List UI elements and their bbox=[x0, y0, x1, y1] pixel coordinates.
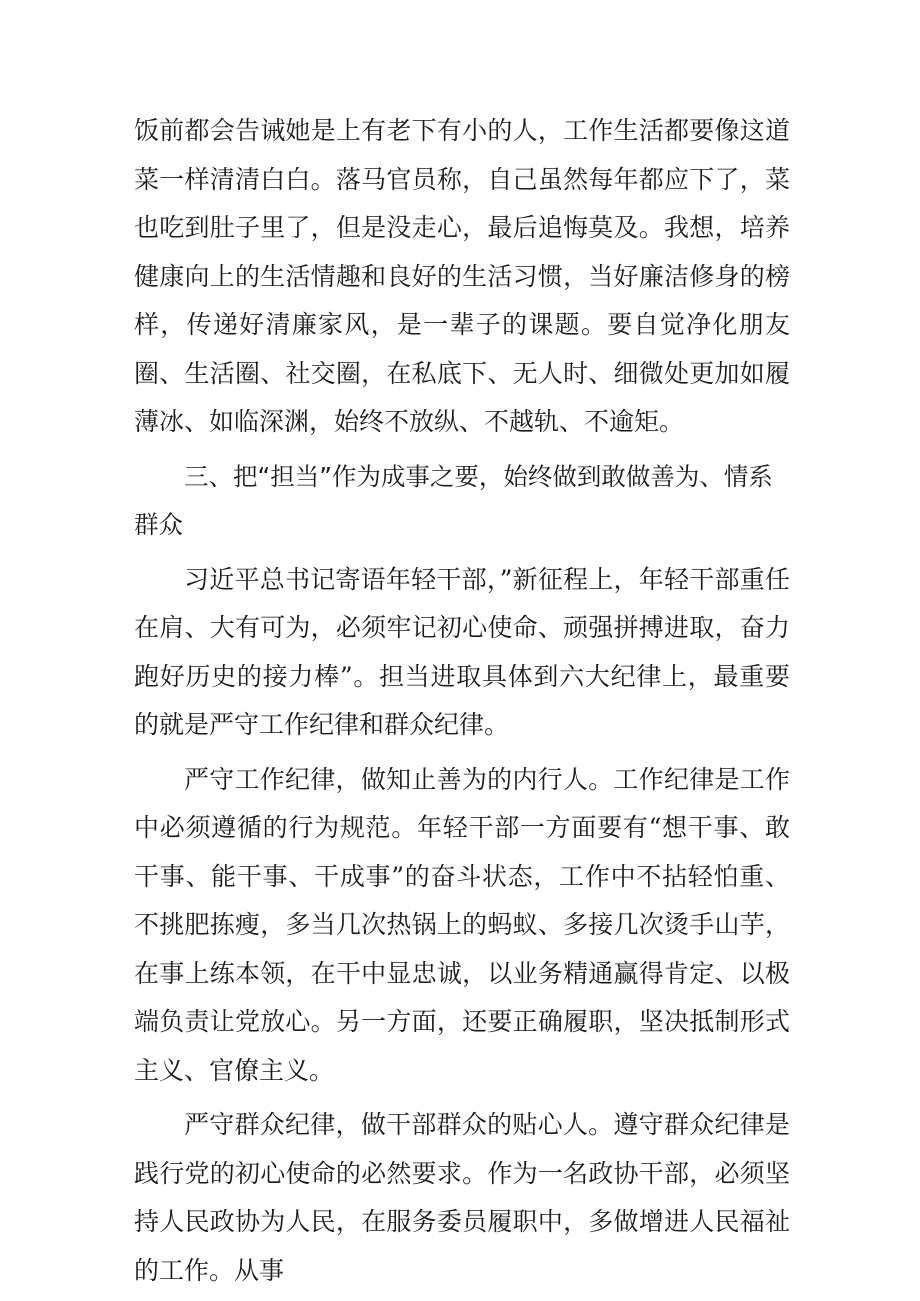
section-heading-3: 三、把“担当”作为成事之要，始终做到敢做善为、情系群众 bbox=[134, 461, 773, 539]
paragraph-4: 严守群众纪律，做干部群众的贴心人。遵守群众纪律是践行党的初心使命的必然要求。作为一名政协干部，必须坚持人民政协为人民，在服务委员履职中，多做增进人民福祉的工作。从事 bbox=[134, 1110, 790, 1285]
paragraph-1: 饭前都会告诫她是上有老下有小的人，工作生活都要像这道菜一样清清白白。落马官员称，自己虽然每年都应下了，菜也吃到肚子里了，但是没走心，最后追悔莫及。我想，培养健康向上的生活情趣和良好的生活习惯，当好廉洁修身的榜样，传递好清廉家风，是一辈子的课题。要自觉净化朋友圈、生活圈、社交圈，在私底下、无人时、细微处更加如履薄冰、如临深渊，始终不放纵、不越轨、不逾矩。 bbox=[134, 116, 790, 436]
paragraph-2: 习近平总书记寄语年轻干部，”新征程上，年轻干部重任在肩、大有可为，必须牢记初心使命、顽强拼搏进取，奋力跑好历史的接力棒”。担当进取具体到六大纪律上，最重要的就是严守工作纪律和群众纪律。 bbox=[134, 564, 790, 739]
paragraph-3: 严守工作纪律，做知止善为的内行人。工作纪律是工作中必须遵循的行为规范。年轻干部一方面要有“想干事、敢干事、能干事、干成事”的奋斗状态，工作中不拈轻怕重、不挑肥拣瘦，多当几次热锅上的蚂蚁、多接几次烫手山芋，在事上练本领，在干中显忠诚，以业务精通赢得肯定、以极端负责让党放心。另一方面，还要正确履职，坚决抵制形式主义、官僚主义。 bbox=[134, 764, 790, 1085]
